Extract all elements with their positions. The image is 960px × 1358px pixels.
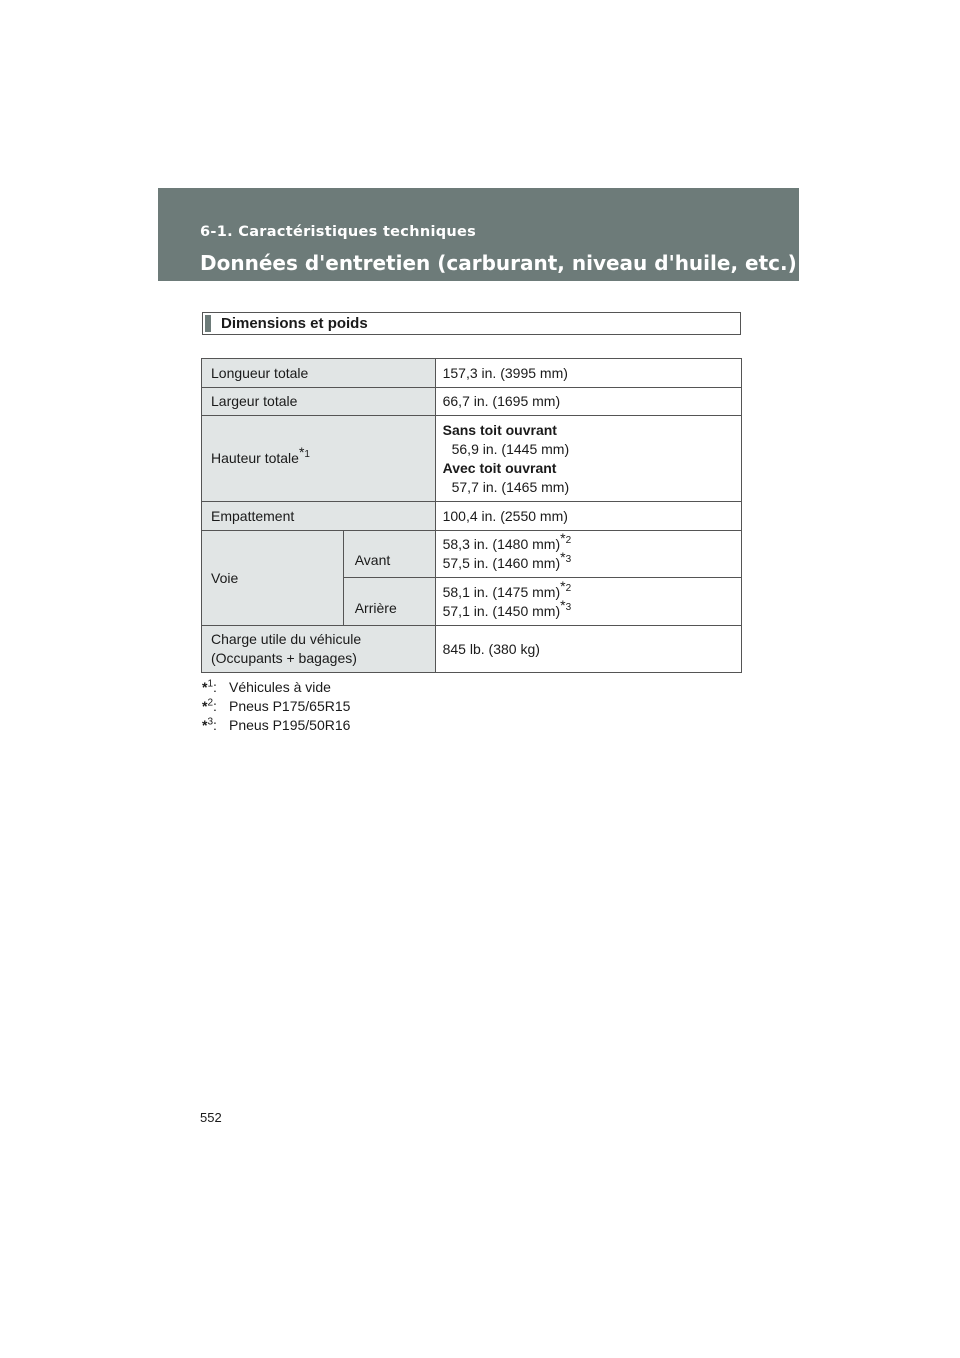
- charge-label-1: Charge utile du véhicule: [211, 631, 362, 647]
- row-value: 66,7 in. (1695 mm): [435, 388, 741, 416]
- row-label: Hauteur totale$^{*1}$: [202, 416, 436, 502]
- hauteur-label: Hauteur totale: [211, 450, 299, 466]
- footnote: *$^1$: Véhicules à vide: [202, 678, 331, 695]
- table-row: [202, 388, 742, 416]
- dimensions-table: [201, 358, 742, 673]
- row-label: Longueur totale: [202, 359, 436, 388]
- footnotes: [202, 678, 350, 735]
- table-row: [202, 531, 742, 578]
- footnote-text: Pneus P175/65R15: [229, 698, 351, 714]
- sub-label-avant: Avant: [343, 531, 435, 578]
- footnote-mark: 1: [207, 678, 214, 690]
- table-row: [202, 359, 742, 388]
- footnote: *$^3$: Pneus P195/50R16: [202, 716, 351, 733]
- footnote-ref: 3: [565, 554, 572, 566]
- footnote-mark: 2: [207, 697, 214, 709]
- row-value: 157,3 in. (3995 mm): [435, 359, 741, 388]
- with-sunroof-value: 57,7 in. (1465 mm): [451, 478, 570, 495]
- footnote-text: Pneus P195/50R16: [229, 717, 351, 733]
- avant-value-1: 58,3 in. (1480 mm): [442, 536, 561, 552]
- footnote-ref: 3: [565, 601, 572, 613]
- without-sunroof-label: Sans toit ouvrant: [442, 421, 557, 438]
- page-title: Données d'entretien (carburant, niveau d'huile, etc.): [200, 251, 797, 275]
- footnote-ref: 1: [304, 449, 310, 461]
- table-row: [202, 502, 742, 531]
- footnote: *$^2$: Pneus P175/65R15: [202, 697, 351, 714]
- row-value: 58,3 in. (1480 mm)$^{*2}$ 57,5 in. (1460 mm)$^{*3}$: [435, 531, 741, 578]
- row-value: 100,4 in. (2550 mm): [435, 502, 741, 531]
- sub-label-arriere: Arrière: [343, 578, 435, 626]
- row-value: [435, 416, 741, 502]
- arriere-value-1: 58,1 in. (1475 mm): [442, 583, 561, 600]
- table-row: [202, 626, 742, 673]
- charge-label-2: (Occupants + bagages): [211, 650, 357, 666]
- section-label: 6-1. Caractéristiques techniques: [200, 224, 477, 240]
- subsection-heading: [202, 312, 741, 335]
- footnote-ref: 2: [565, 535, 572, 547]
- row-label: [202, 626, 436, 673]
- with-sunroof-label: Avec toit ouvrant: [442, 459, 557, 476]
- chapter-header: [158, 188, 799, 281]
- footnote-text: Véhicules à vide: [229, 679, 331, 695]
- row-label: Largeur totale: [202, 388, 436, 416]
- page-number: 552: [200, 1110, 222, 1125]
- row-value: 845 lb. (380 kg): [435, 626, 741, 673]
- row-label: Voie: [202, 531, 344, 626]
- footnote-mark: 3: [207, 716, 214, 728]
- table-row: [202, 416, 742, 502]
- footnote-ref: 2: [565, 582, 572, 594]
- arriere-value-2: 57,1 in. (1450 mm): [442, 602, 561, 619]
- without-sunroof-value: 56,9 in. (1445 mm): [451, 440, 570, 457]
- avant-value-2: 57,5 in. (1460 mm): [442, 555, 561, 571]
- row-label: Empattement: [202, 502, 436, 531]
- subsection-marker: [205, 315, 211, 332]
- subsection-title: Dimensions et poids: [221, 315, 368, 332]
- row-value: 58,1 in. (1475 mm)$^{*2}$ 57,1 in. (1450 mm)$^{*3}$: [435, 578, 741, 626]
